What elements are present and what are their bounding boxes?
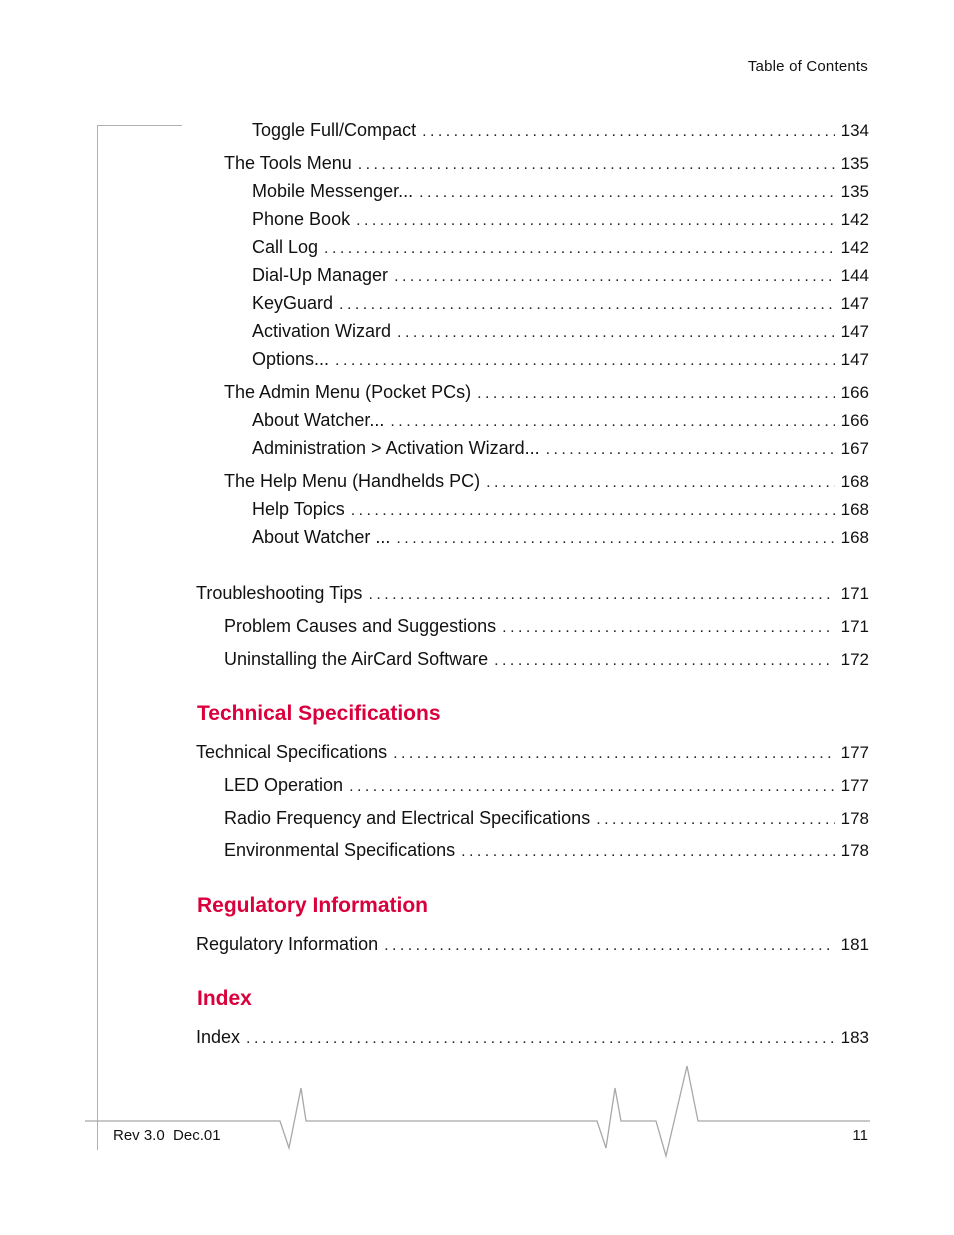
toc-page: 166 [840, 411, 869, 430]
toc-label: Options... [252, 349, 330, 369]
toc-page: 168 [840, 472, 869, 491]
toc-label: The Tools Menu [224, 153, 352, 173]
toc-label: Call Log [252, 237, 319, 257]
toc-label: Mobile Messenger... [252, 181, 414, 201]
toc-page: 135 [840, 182, 869, 201]
toc-label: Radio Frequency and Electrical Specifications [224, 808, 591, 828]
toc-label: LED Operation [224, 775, 344, 795]
toc-label: Administration > Activation Wizard... [252, 438, 540, 458]
toc-label: Help Topics [252, 499, 345, 519]
toc-label: Troubleshooting Tips [196, 583, 363, 603]
running-head: Table of Contents [747, 58, 868, 75]
toc-page: 142 [840, 238, 869, 257]
toc-page: 147 [840, 322, 869, 341]
toc-page: 178 [840, 841, 869, 860]
toc-label: Phone Book [252, 209, 351, 229]
toc-label: Regulatory Information [196, 934, 379, 954]
section-heading-regulatory: Regulatory Information [197, 894, 429, 917]
section-heading-technical: Technical Specifications [197, 702, 441, 725]
toc-label: Index [196, 1027, 241, 1047]
toc-label: Dial-Up Manager [252, 265, 389, 285]
toc-page: 171 [840, 584, 869, 603]
toc-label: KeyGuard [252, 293, 334, 313]
toc-label: Uninstalling the AirCard Software [224, 649, 489, 669]
toc-page: 168 [840, 528, 869, 547]
toc-page: 177 [840, 743, 869, 762]
footer-page-number: 11 [852, 1127, 868, 1144]
toc-page: 135 [840, 154, 869, 173]
toc-page: 177 [840, 776, 869, 795]
toc-page: 144 [840, 266, 869, 285]
toc-page: 134 [840, 121, 869, 140]
section-heading-index: Index [197, 987, 252, 1010]
toc-label: Activation Wizard [252, 321, 392, 341]
toc-page: 147 [840, 294, 869, 313]
toc-label: Environmental Specifications [224, 840, 456, 860]
toc-page: 171 [840, 617, 869, 636]
toc-page: 168 [840, 500, 869, 519]
toc-page: 166 [840, 383, 869, 402]
toc-label: The Help Menu (Handhelds PC) [224, 471, 481, 491]
toc-label: About Watcher ... [252, 527, 391, 547]
toc-label: Technical Specifications [196, 742, 388, 762]
toc-page: 142 [840, 210, 869, 229]
toc-label: Problem Causes and Suggestions [224, 616, 497, 636]
toc-page: 147 [840, 350, 869, 369]
toc-page: 178 [840, 809, 869, 828]
toc-label: The Admin Menu (Pocket PCs) [224, 382, 472, 402]
footer-revision: Rev 3.0 Dec.01 [113, 1127, 221, 1144]
toc-page: 167 [840, 439, 869, 458]
toc-label: Toggle Full/Compact [252, 120, 417, 140]
toc-page: 181 [840, 935, 869, 954]
toc-page: 183 [840, 1028, 869, 1047]
toc-page: 172 [840, 650, 869, 669]
toc-label: About Watcher... [252, 410, 385, 430]
